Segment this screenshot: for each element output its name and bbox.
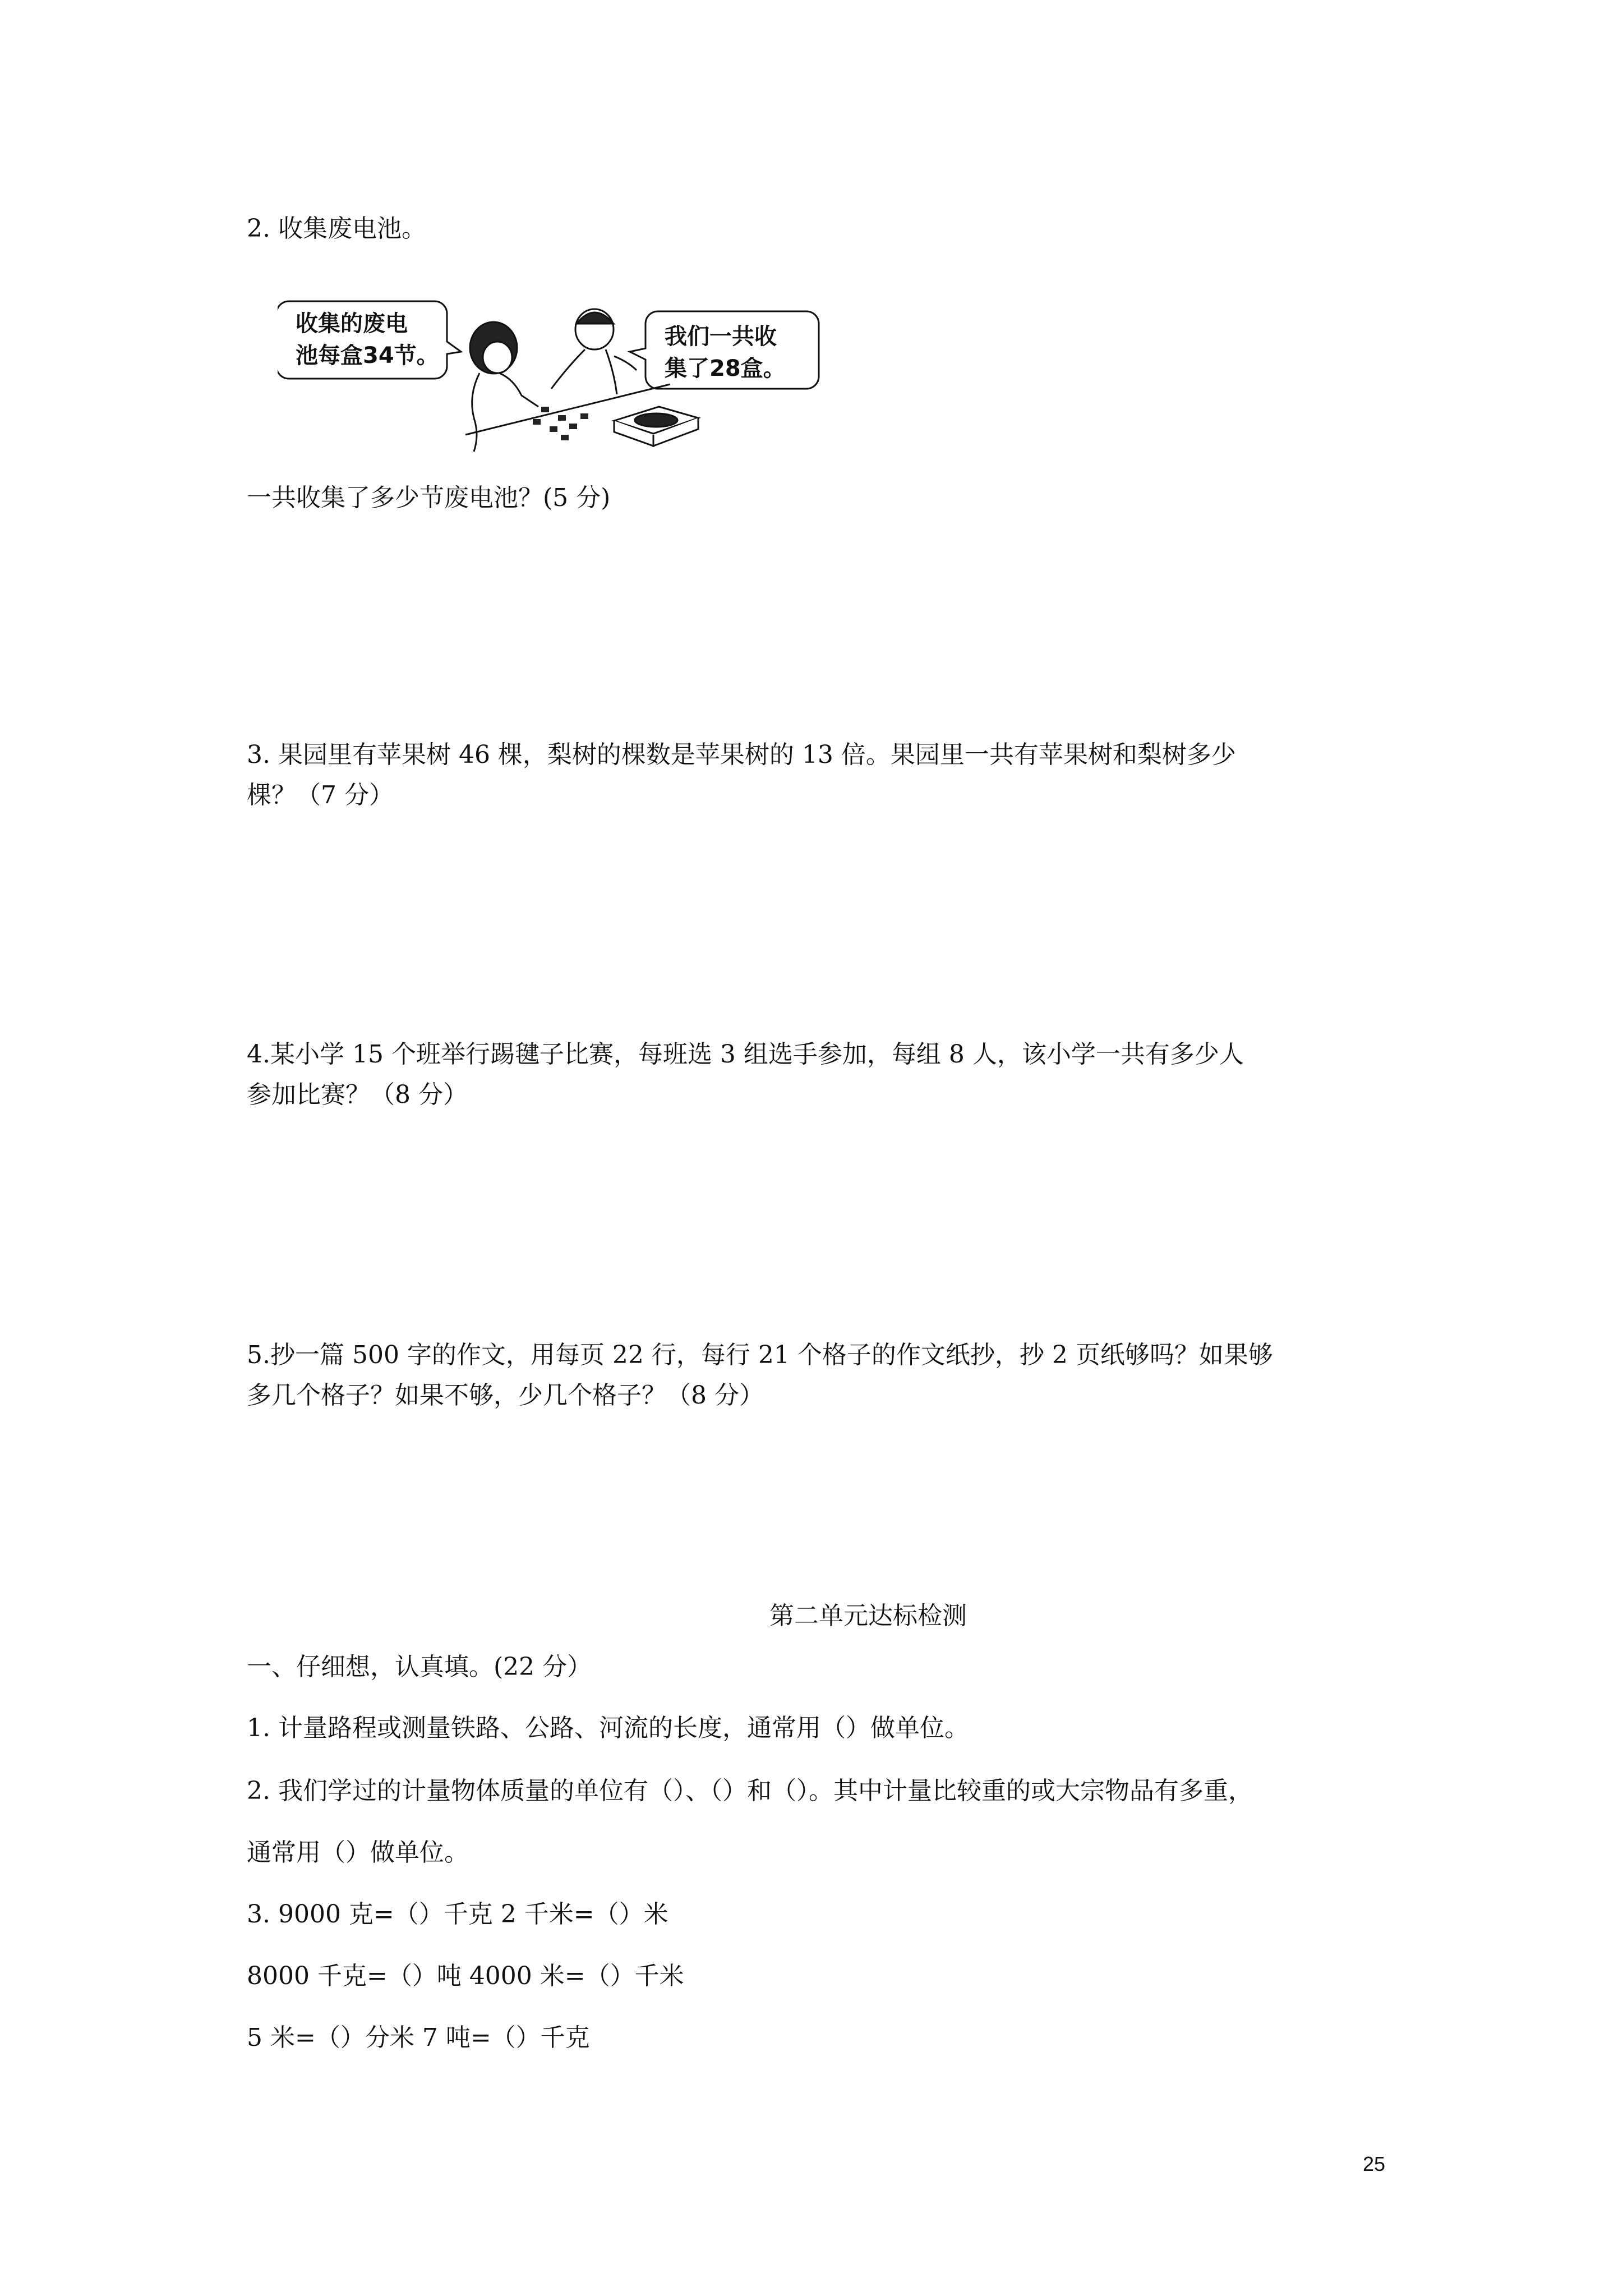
problem-3-line1: 3. 果园里有苹果树 46 棵，梨树的棵数是苹果树的 13 倍。果园里一共有苹果树和梨树多少: [247, 740, 1236, 769]
unit2-section1-heading: 一、仔细想，认真填。(22 分）: [247, 1653, 592, 1681]
unit2-q2-line2: 通常用（）做单位。: [247, 1838, 469, 1867]
unit2-title: 第二单元达标检测: [769, 1602, 967, 1630]
unit2-q2-line1: 2. 我们学过的计量物体质量的单位有（）、（）和（）。其中计量比较重的或大宗物品有多重，: [247, 1777, 1253, 1805]
problem-2-question: 一共收集了多少节废电池？(5 分): [247, 484, 611, 512]
girl-figure: [470, 322, 538, 452]
unit2-q3-line1: 3. 9000 克=（）千克 2 千米=（）米: [247, 1900, 668, 1929]
unit2-q1: 1. 计量路程或测量铁路、公路、河流的长度，通常用（）做单位。: [247, 1714, 969, 1742]
problem-5-line1: 5.抄一篇 500 字的作文，用每页 22 行，每行 21 个格子的作文纸抄，抄 2 页纸够吗？如果够: [247, 1341, 1273, 1369]
bubble-left-line1: 收集的废电: [296, 311, 408, 337]
boy-figure: [551, 309, 637, 394]
page-number: 25: [1363, 2152, 1386, 2175]
problem-4-line2: 参加比赛？（8 分）: [247, 1080, 468, 1109]
bubble-left-line2: 池每盒34节。: [296, 343, 439, 369]
battery-collection-illustration: [278, 295, 833, 463]
problem-3-line2: 棵？（7 分）: [247, 781, 394, 809]
bubble-right-line2: 集了28盒。: [665, 356, 786, 381]
problem-2-title: 2. 收集废电池。: [247, 214, 426, 243]
unit2-q3-line2: 8000 千克=（）吨 4000 米=（）千米: [247, 1962, 684, 1990]
unit2-q3-line3: 5 米=（）分米 7 吨=（）千克: [247, 2023, 590, 2052]
problem-5-line2: 多几个格子？如果不够，少几个格子？（8 分）: [247, 1381, 764, 1410]
battery-box: [614, 407, 698, 446]
problem-4-line1: 4.某小学 15 个班举行踢毽子比赛，每班选 3 组选手参加，每组 8 人，该小学一共有多少人: [247, 1040, 1244, 1069]
bubble-right-line1: 我们一共收: [665, 324, 777, 349]
